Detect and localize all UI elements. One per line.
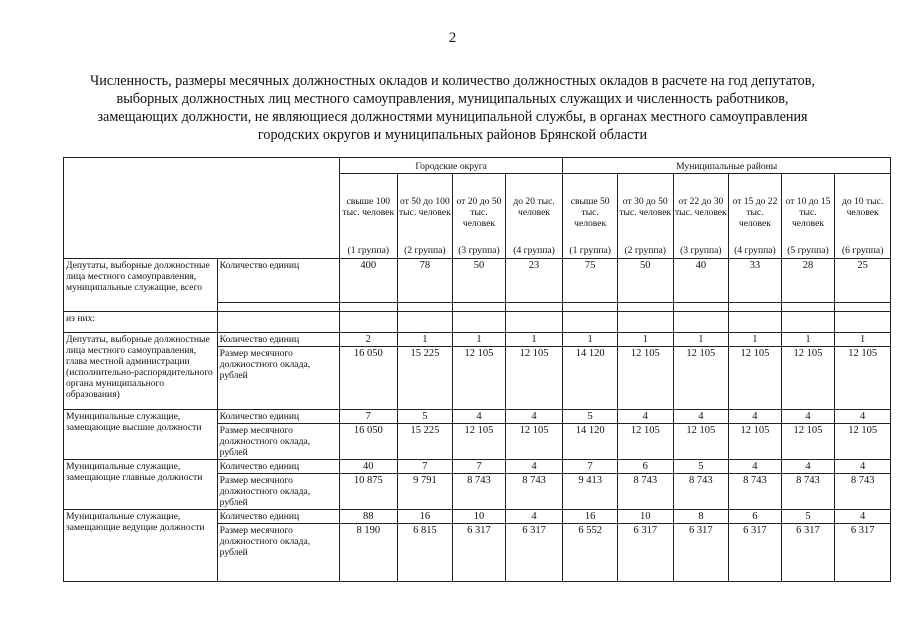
- column-header: [835, 174, 891, 259]
- count-cell: 4: [781, 410, 835, 424]
- metric-label: Размер месячного должностного оклада, рублей: [217, 424, 339, 460]
- salary-cell: 12 105: [505, 424, 563, 460]
- metric-label: Количество единиц: [217, 333, 339, 347]
- count-cell: 4: [505, 460, 563, 474]
- count-cell: 1: [617, 333, 673, 347]
- count-cell: 75: [563, 259, 618, 303]
- count-cell: 1: [397, 333, 453, 347]
- salary-cell: 12 105: [453, 424, 506, 460]
- count-cell: 4: [729, 460, 782, 474]
- header-municipal-districts: Муниципальные районы: [563, 158, 891, 174]
- salary-cell: 8 743: [673, 474, 729, 510]
- salary-cell: 10 875: [339, 474, 397, 510]
- column-header: [673, 174, 729, 259]
- metric-label: Размер месячного должностного оклада, рублей: [217, 347, 339, 410]
- column-range: от 50 до 100 тыс. человек: [398, 196, 451, 218]
- table-row-highest-count: [64, 410, 891, 424]
- salary-table: [63, 157, 891, 582]
- header-urban-districts: Городские округа: [339, 158, 562, 174]
- count-cell: 4: [729, 410, 782, 424]
- column-range: от 22 до 30 тыс. человек: [674, 196, 727, 218]
- salary-cell: 12 105: [781, 347, 835, 410]
- category-main: Муниципальные служащие, замещающие главные должности: [64, 460, 218, 510]
- salary-cell: 12 105: [673, 347, 729, 410]
- salary-cell: 9 413: [563, 474, 618, 510]
- metric-label: Количество единиц: [217, 259, 339, 303]
- salary-cell: 12 105: [835, 424, 891, 460]
- salary-cell: 6 317: [781, 524, 835, 582]
- count-cell: 2: [339, 333, 397, 347]
- column-group: (2 группа): [404, 245, 446, 256]
- salary-cell: 6 317: [505, 524, 563, 582]
- salary-cell: 6 317: [617, 524, 673, 582]
- column-range: от 15 до 22 тыс. человек: [732, 196, 778, 229]
- salary-cell: 12 105: [729, 347, 782, 410]
- column-group: (3 группа): [458, 245, 500, 256]
- salary-cell: 6 317: [835, 524, 891, 582]
- salary-cell: 6 815: [397, 524, 453, 582]
- salary-cell: 15 225: [397, 424, 453, 460]
- count-cell: 23: [505, 259, 563, 303]
- count-cell: 8: [673, 510, 729, 524]
- salary-cell: 8 190: [339, 524, 397, 582]
- column-header: [563, 174, 618, 259]
- count-cell: 7: [453, 460, 506, 474]
- column-range: от 10 до 15 тыс. человек: [785, 196, 831, 229]
- salary-cell: 12 105: [781, 424, 835, 460]
- salary-cell: 16 050: [339, 347, 397, 410]
- count-cell: 7: [339, 410, 397, 424]
- column-group: (4 группа): [513, 245, 555, 256]
- count-cell: 1: [835, 333, 891, 347]
- count-cell: 25: [835, 259, 891, 303]
- count-cell: 400: [339, 259, 397, 303]
- count-cell: 4: [781, 460, 835, 474]
- count-cell: 4: [453, 410, 506, 424]
- count-cell: 16: [397, 510, 453, 524]
- salary-cell: 6 317: [729, 524, 782, 582]
- column-header: [453, 174, 506, 259]
- page-number: 2: [448, 30, 457, 46]
- count-cell: 5: [397, 410, 453, 424]
- table-row-leading-count: [64, 510, 891, 524]
- salary-cell: 8 743: [453, 474, 506, 510]
- salary-cell: 12 105: [673, 424, 729, 460]
- salary-cell: 8 743: [729, 474, 782, 510]
- salary-cell: 12 105: [505, 347, 563, 410]
- category-total: Депутаты, выборные должностные лица местного самоуправления, муниципальные служащие, всего: [64, 259, 218, 312]
- category-highest: Муниципальные служащие, замещающие высшие должности: [64, 410, 218, 460]
- count-cell: 6: [729, 510, 782, 524]
- column-group: (2 группа): [624, 245, 666, 256]
- salary-cell: 12 105: [729, 424, 782, 460]
- column-group: (4 группа): [734, 245, 776, 256]
- table-row-of-which: [64, 312, 891, 333]
- count-cell: 4: [505, 410, 563, 424]
- count-cell: 4: [835, 410, 891, 424]
- column-header: [339, 174, 397, 259]
- table-row-total: [64, 259, 891, 303]
- salary-cell: 9 791: [397, 474, 453, 510]
- column-range: свыше 50 тыс. человек: [570, 196, 610, 229]
- document-title: Численность, размеры месячных должностных окладов и количество должностных окладов в расчете на год депутатов, выборных должностных лиц местного самоуправления, муниципальных служащих и численность работников, замещающих должности, не являющиеся должностями муниципальной службы, в органах местного самоуправления городских округов и муниципальных районов Брянской области: [90, 73, 815, 143]
- salary-cell: 8 743: [505, 474, 563, 510]
- column-group: (5 группа): [787, 245, 829, 256]
- column-range: до 20 тыс. человек: [513, 196, 555, 218]
- count-cell: 5: [781, 510, 835, 524]
- count-cell: 16: [563, 510, 618, 524]
- count-cell: 50: [617, 259, 673, 303]
- header-group-row: [64, 158, 891, 174]
- count-cell: 1: [729, 333, 782, 347]
- salary-cell: 6 552: [563, 524, 618, 582]
- column-header: [397, 174, 453, 259]
- header-empty-cell: [64, 158, 340, 259]
- count-cell: 4: [617, 410, 673, 424]
- count-cell: 7: [397, 460, 453, 474]
- count-cell: 5: [563, 410, 618, 424]
- salary-cell: 14 120: [563, 424, 618, 460]
- count-cell: 5: [673, 460, 729, 474]
- count-cell: 1: [505, 333, 563, 347]
- column-group: (1 группа): [569, 245, 611, 256]
- count-cell: 78: [397, 259, 453, 303]
- column-range: от 30 до 50 тыс. человек: [619, 196, 672, 218]
- count-cell: 4: [835, 460, 891, 474]
- count-cell: 1: [781, 333, 835, 347]
- metric-label: Количество единиц: [217, 510, 339, 524]
- count-cell: 10: [617, 510, 673, 524]
- category-heads: Депутаты, выборные должностные лица местного самоуправления, глава местной администрации (исполнительно-распорядительного органа муниципального образования): [64, 333, 218, 410]
- column-header: [729, 174, 782, 259]
- column-header: [781, 174, 835, 259]
- salary-cell: 8 743: [835, 474, 891, 510]
- salary-cell: 6 317: [453, 524, 506, 582]
- of-which-label: из них:: [64, 312, 218, 333]
- salary-cell: 8 743: [781, 474, 835, 510]
- metric-label: Размер месячного должностного оклада, рублей: [217, 524, 339, 582]
- salary-cell: 14 120: [563, 347, 618, 410]
- count-cell: 4: [835, 510, 891, 524]
- count-cell: 88: [339, 510, 397, 524]
- count-cell: 10: [453, 510, 506, 524]
- count-cell: 40: [673, 259, 729, 303]
- metric-label: Размер месячного должностного оклада, рублей: [217, 474, 339, 510]
- count-cell: 1: [673, 333, 729, 347]
- column-header: [505, 174, 563, 259]
- column-header: [617, 174, 673, 259]
- count-cell: 33: [729, 259, 782, 303]
- column-range: свыше 100 тыс. человек: [342, 196, 395, 218]
- count-cell: 50: [453, 259, 506, 303]
- column-range: от 20 до 50 тыс. человек: [456, 196, 502, 229]
- salary-cell: 15 225: [397, 347, 453, 410]
- column-range: до 10 тыс. человек: [841, 196, 884, 218]
- table-row-heads-count: [64, 333, 891, 347]
- count-cell: 1: [563, 333, 618, 347]
- count-cell: 40: [339, 460, 397, 474]
- salary-cell: 12 105: [617, 347, 673, 410]
- category-leading: Муниципальные служащие, замещающие ведущие должности: [64, 510, 218, 582]
- salary-cell: 12 105: [835, 347, 891, 410]
- metric-label: Количество единиц: [217, 460, 339, 474]
- column-group: (1 группа): [347, 245, 390, 256]
- count-cell: 4: [673, 410, 729, 424]
- salary-cell: 12 105: [453, 347, 506, 410]
- column-group: (3 группа): [680, 245, 722, 256]
- salary-cell: 16 050: [339, 424, 397, 460]
- salary-cell: 12 105: [617, 424, 673, 460]
- empty-cell: [217, 302, 339, 311]
- salary-cell: 8 743: [617, 474, 673, 510]
- column-group: (6 группа): [841, 245, 884, 256]
- count-cell: 4: [505, 510, 563, 524]
- count-cell: 7: [563, 460, 618, 474]
- count-cell: 1: [453, 333, 506, 347]
- count-cell: 6: [617, 460, 673, 474]
- table-row-main-count: [64, 460, 891, 474]
- metric-label: Количество единиц: [217, 410, 339, 424]
- count-cell: 28: [781, 259, 835, 303]
- salary-cell: 6 317: [673, 524, 729, 582]
